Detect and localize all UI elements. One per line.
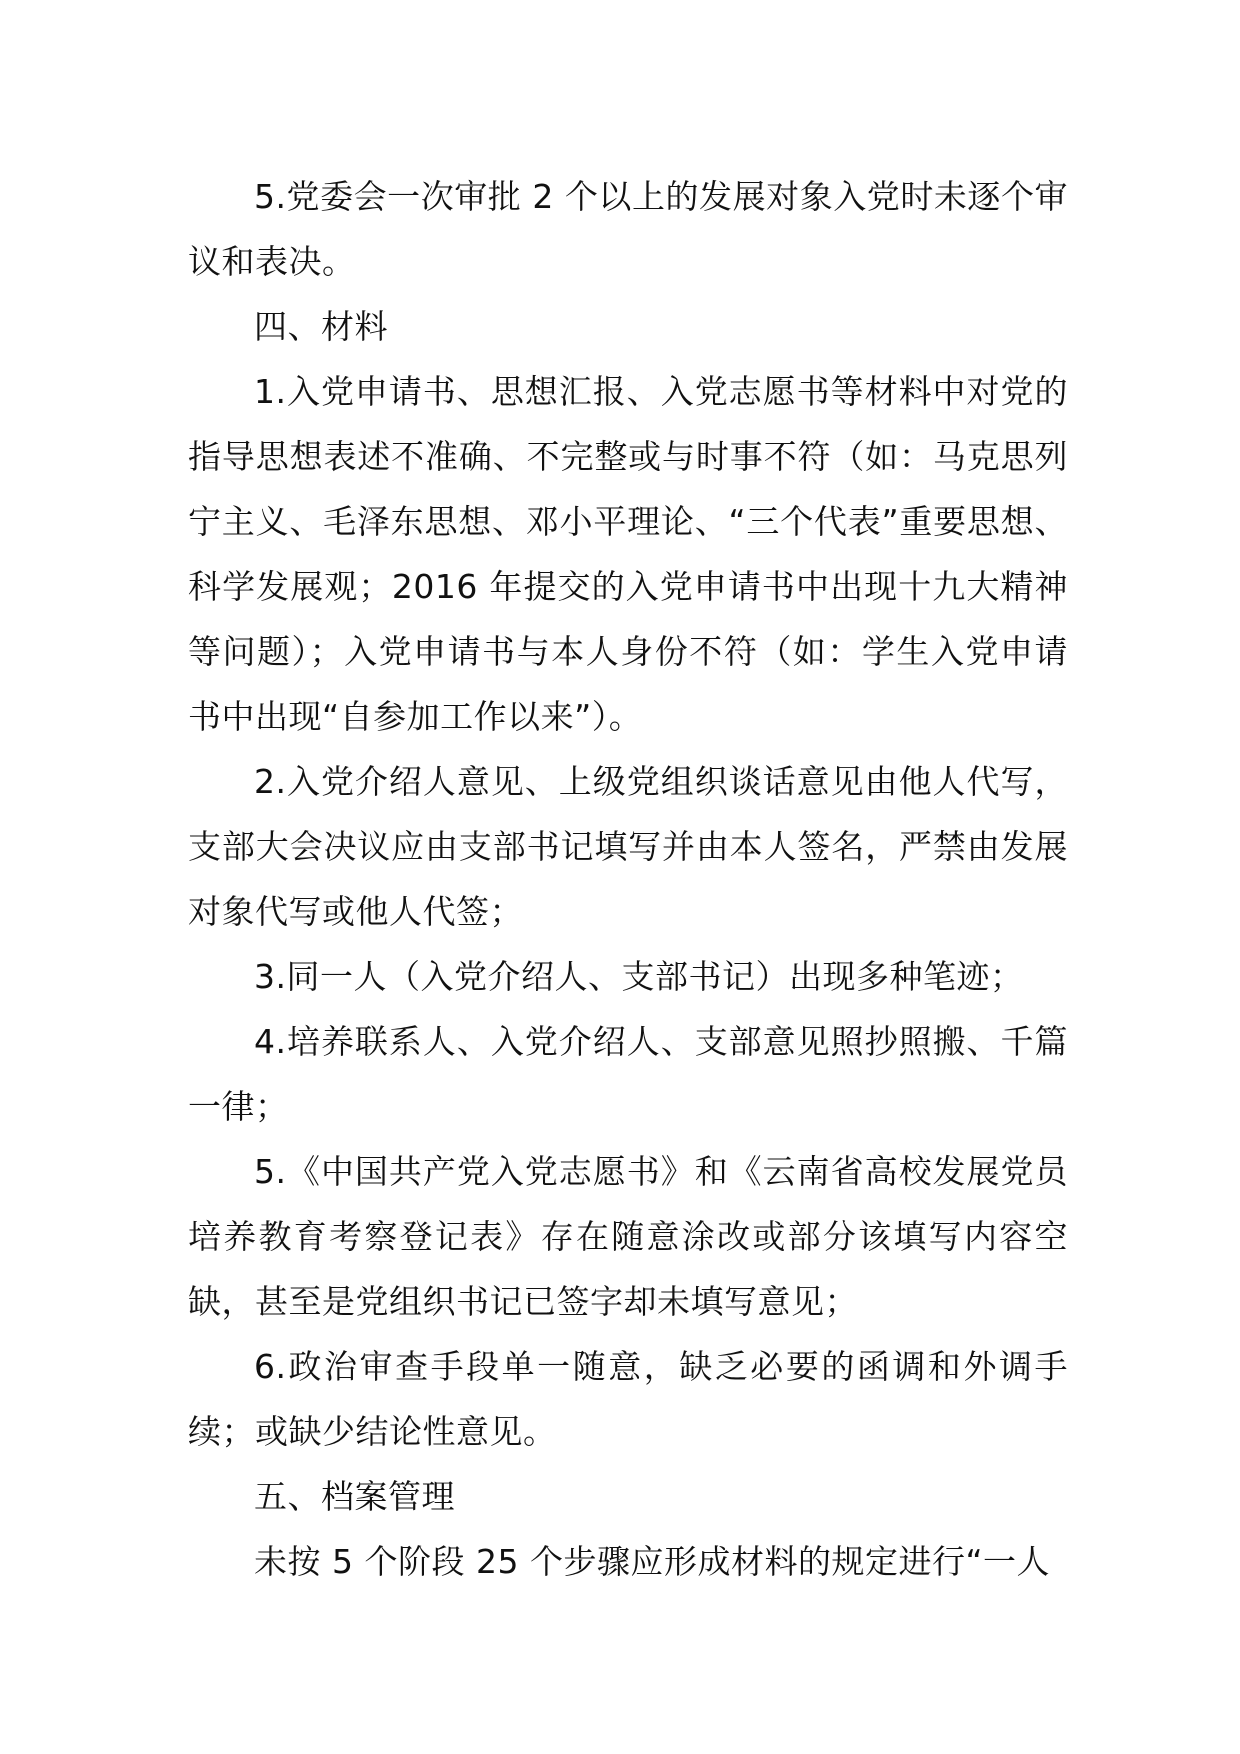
paragraph-item-3-handwriting: 3.同一人（入党介绍人、支部书记）出现多种笔迹；	[254, 957, 1024, 996]
paragraph-item-4-copying: 4.培养联系人、入党介绍人、支部意见照抄照搬、千篇一律；	[188, 1022, 1068, 1126]
paragraph-item-1-application: 1.入党申请书、思想汇报、入党志愿书等材料中对党的指导思想表述不准确、不完整或与时事不符（如：马克思列宁主义、毛泽东思想、邓小平理论、“三个代表”重要思想、科学发展观；2016 年提交的入党申请书中出现十九大精神等问题）；入党申请书与本人身份不符（如：学生入党申请书中出现“自参加工作以来”）。	[188, 372, 1068, 736]
paragraph-item-5-forms: 5.《中国共产党入党志愿书》和《云南省高校发展党员培养教育考察登记表》存在随意涂改或部分该填写内容空缺，甚至是党组织书记已签字却未填写意见；	[188, 1152, 1068, 1321]
paragraph-item-5-approval: 5.党委会一次审批 2 个以上的发展对象入党时未逐个审议和表决。	[188, 177, 1068, 281]
section-heading-materials: 四、材料	[254, 307, 388, 346]
section-heading-archives: 五、档案管理	[254, 1477, 455, 1516]
paragraph-item-2-introducer: 2.入党介绍人意见、上级党组织谈话意见由他人代写，支部大会决议应由支部书记填写并由本人签名，严禁由发展对象代写或他人代签；	[188, 762, 1068, 931]
paragraph-archives-start: 未按 5 个阶段 25 个步骤应形成材料的规定进行“一人	[254, 1542, 1051, 1581]
paragraph-item-6-political-review: 6.政治审查手段单一随意，缺乏必要的函调和外调手续；或缺少结论性意见。	[188, 1347, 1068, 1451]
document-body	[188, 164, 1068, 1594]
